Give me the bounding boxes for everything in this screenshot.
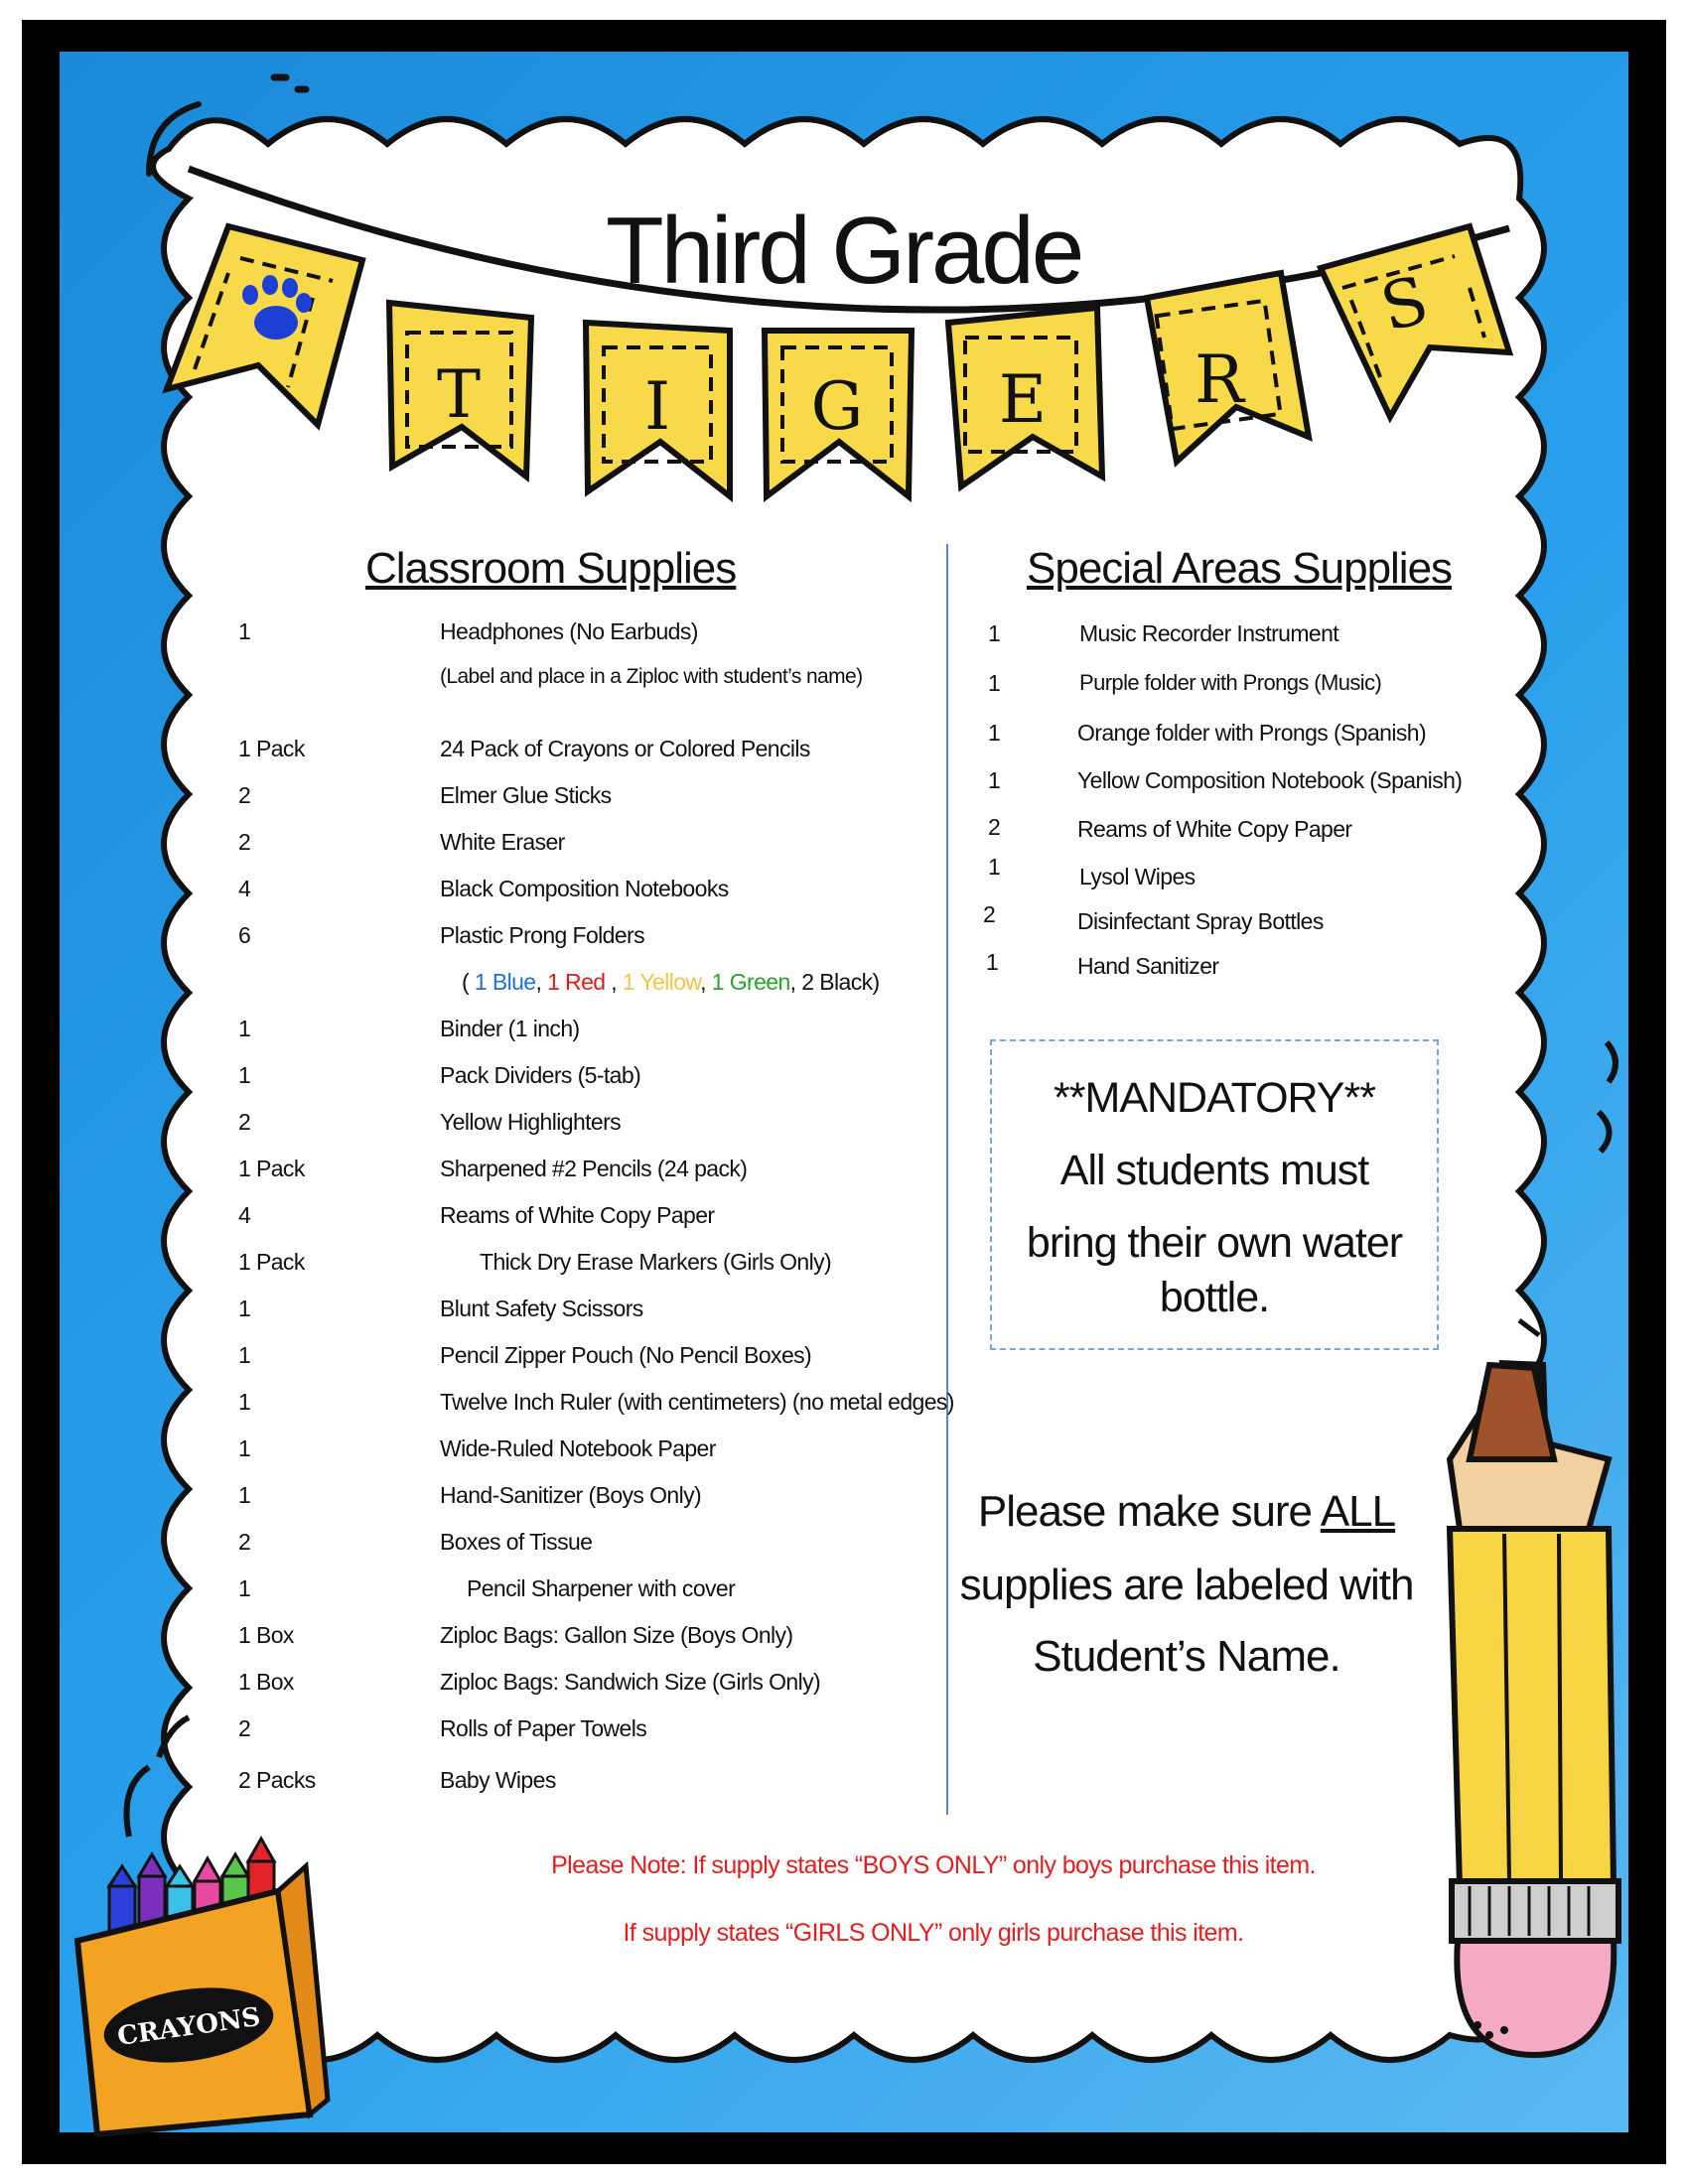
doodle-dots <box>274 77 306 89</box>
crayons-label: CRAYONS <box>115 2002 263 2052</box>
item: Pencil Zipper Pouch (No Pencil Boxes) <box>440 1342 812 1368</box>
qty: 1 <box>238 1389 251 1415</box>
item: Hand-Sanitizer (Boys Only) <box>440 1482 702 1508</box>
item: Baby Wipes <box>440 1767 556 1793</box>
item: Ziploc Bags: Sandwich Size (Girls Only) <box>440 1669 821 1695</box>
qty: 1 <box>238 1062 251 1088</box>
mandatory-text: bring their own water <box>1026 1219 1403 1267</box>
banner-letter-i: I <box>643 368 671 445</box>
qty: 2 <box>988 814 1001 840</box>
qty: 1 Pack <box>238 1249 305 1275</box>
label-reminder-line <box>953 1487 1420 1537</box>
qty: 1 Box <box>238 1622 294 1648</box>
special-areas-heading: Special Areas Supplies <box>1027 544 1453 593</box>
qty: 1 <box>988 620 1001 646</box>
qty: 1 <box>986 949 999 975</box>
label-reminder-emphasis: ALL <box>1320 1487 1396 1536</box>
item: White Eraser <box>440 829 565 855</box>
item: (Label and place in a Ziploc with student’s name) <box>440 665 863 688</box>
item: 24 Pack of Crayons or Colored Pencils <box>440 736 810 761</box>
item: Headphones (No Earbuds) <box>440 618 698 644</box>
qty: 1 <box>988 767 1001 793</box>
folder-color-green: 1 Green <box>711 969 790 995</box>
item: Blunt Safety Scissors <box>440 1296 643 1321</box>
item: Boxes of Tissue <box>440 1529 593 1555</box>
item: Binder (1 inch) <box>440 1016 580 1041</box>
item: Reams of White Copy Paper <box>1077 816 1352 842</box>
folder-colors-open: ( <box>462 969 475 995</box>
qty: 1 Box <box>238 1669 294 1695</box>
item: Rolls of Paper Towels <box>440 1715 647 1741</box>
qty: 1 <box>238 1482 251 1508</box>
qty: 1 <box>988 854 1001 880</box>
qty: 1 <box>238 1016 251 1041</box>
item: Elmer Glue Sticks <box>440 782 612 808</box>
page-title: Third Grade <box>606 198 1082 304</box>
item: Lysol Wipes <box>1079 864 1196 889</box>
label-reminder-line: supplies are labeled with <box>959 1561 1414 1609</box>
folder-colors-sep: , <box>789 969 802 995</box>
qty: 1 Pack <box>238 736 305 761</box>
item: Disinfectant Spray Bottles <box>1077 908 1324 934</box>
qty: 4 <box>238 876 251 901</box>
item: Pack Dividers (5-tab) <box>440 1062 641 1088</box>
folder-colors-sep: , <box>535 969 548 995</box>
qty: 2 Packs <box>238 1767 316 1793</box>
label-reminder-text: Please make sure <box>977 1487 1321 1536</box>
banner-letter-e: E <box>998 361 1048 438</box>
item: Thick Dry Erase Markers (Girls Only) <box>480 1249 832 1275</box>
qty: 2 <box>238 1529 251 1555</box>
girls-only-note: If supply states “GIRLS ONLY” only girls purchase this item. <box>623 1919 1244 1947</box>
banner-letter-t: T <box>436 356 482 433</box>
item: Yellow Highlighters <box>440 1109 622 1135</box>
banner-letter-r: R <box>1195 341 1244 418</box>
item: Ziploc Bags: Gallon Size (Boys Only) <box>440 1622 793 1648</box>
folder-colors-line <box>462 969 880 996</box>
column-divider <box>946 544 948 1815</box>
item: Orange folder with Prongs (Spanish) <box>1077 720 1427 746</box>
folder-colors-sep: , <box>700 969 712 995</box>
item: Music Recorder Instrument <box>1079 620 1339 646</box>
item: Plastic Prong Folders <box>440 922 644 948</box>
item: Black Composition Notebooks <box>440 876 729 901</box>
mandatory-text: All students must <box>1059 1147 1369 1194</box>
qty: 1 <box>238 618 251 644</box>
qty: 1 <box>238 1435 251 1461</box>
qty: 1 <box>238 1575 251 1601</box>
mandatory-text: bottle. <box>1159 1274 1270 1321</box>
banner-letter-s: S <box>1373 261 1436 346</box>
item: Hand Sanitizer <box>1077 953 1219 979</box>
folder-colors-sep: , <box>605 969 623 995</box>
folder-color-yellow: 1 Yellow <box>622 969 701 995</box>
folder-color-red: 1 Red <box>547 969 606 995</box>
qty: 2 <box>238 829 251 855</box>
qty: 2 <box>983 901 996 927</box>
item: Reams of White Copy Paper <box>440 1202 715 1228</box>
qty: 2 <box>238 1109 251 1135</box>
qty: 1 Pack <box>238 1156 305 1181</box>
item: Purple folder with Prongs (Music) <box>1079 670 1382 695</box>
boys-only-note: Please Note: If supply states “BOYS ONLY” only boys purchase this item. <box>551 1851 1316 1879</box>
classroom-supplies-heading: Classroom Supplies <box>365 544 737 593</box>
folder-color-black: 2 Black) <box>801 969 880 995</box>
qty: 1 <box>988 670 1001 696</box>
qty: 6 <box>238 922 251 948</box>
item: Yellow Composition Notebook (Spanish) <box>1077 767 1463 793</box>
item: Sharpened #2 Pencils (24 pack) <box>440 1156 748 1181</box>
qty: 1 <box>238 1342 251 1368</box>
banner-letter-g: G <box>810 368 864 445</box>
qty: 1 <box>988 720 1001 746</box>
item: Wide-Ruled Notebook Paper <box>440 1435 716 1461</box>
qty: 2 <box>238 782 251 808</box>
folder-color-blue: 1 Blue <box>474 969 536 995</box>
qty: 1 <box>238 1296 251 1321</box>
mandatory-heading: **MANDATORY** <box>1054 1074 1375 1122</box>
item: Pencil Sharpener with cover <box>467 1575 736 1601</box>
label-reminder-line: Student’s Name. <box>1033 1632 1340 1681</box>
qty: 4 <box>238 1202 251 1228</box>
item: Twelve Inch Ruler (with centimeters) (no metal edges) <box>440 1389 954 1415</box>
qty: 2 <box>238 1715 251 1741</box>
